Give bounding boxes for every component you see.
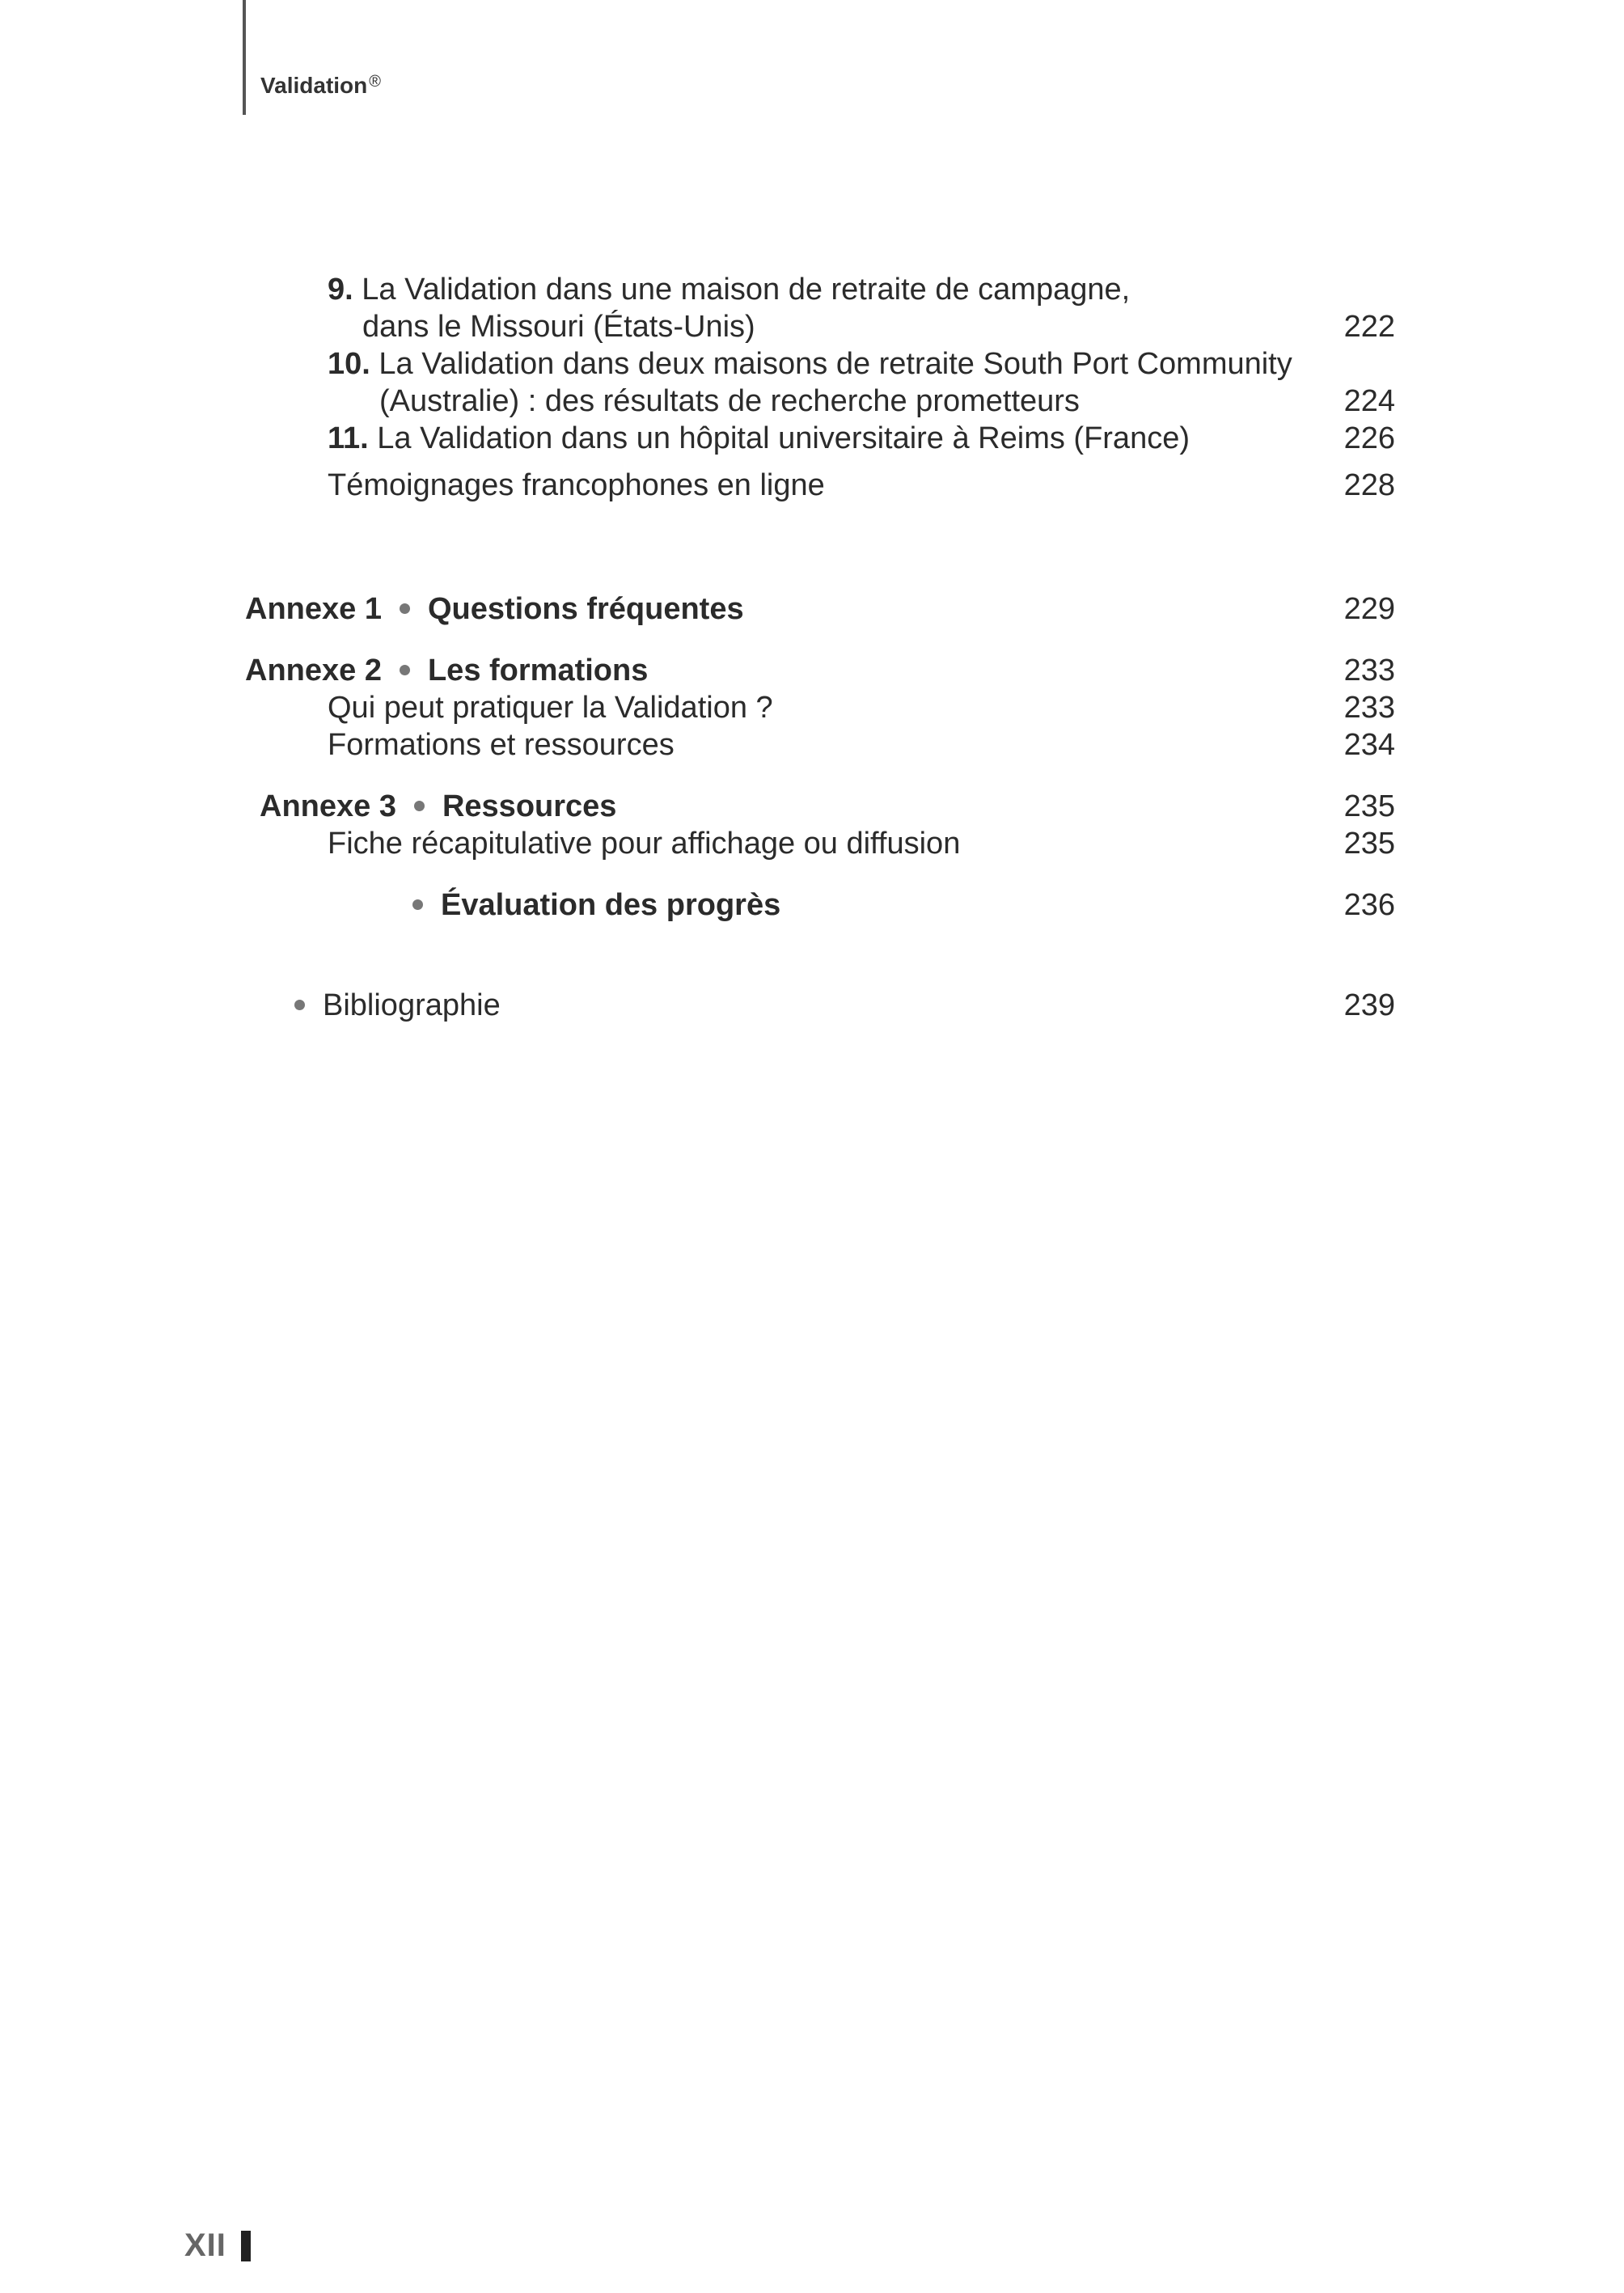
toc-sub-entry[interactable] [328,689,773,726]
annexe-label: Annexe 2 [245,654,382,687]
toc-entry-bibliographie[interactable] [294,987,501,1024]
running-header [260,73,381,99]
toc-entry-title: La Validation dans une maison de retraite de campagne, [353,273,1131,307]
toc-page-number: 235 [1343,789,1395,823]
toc-page-number: 233 [1343,691,1395,725]
toc-entry-title: La Validation dans un hôpital universitaire à Reims (France) [368,421,1190,455]
header-rule [243,0,246,115]
toc-page-number: 239 [1343,988,1395,1022]
toc-entry-title: Témoignages francophones en ligne [328,468,825,502]
annexe-title: Questions fréquentes [427,592,744,626]
registered-mark: ® [369,73,381,91]
toc-sub-entry-title: Fiche récapitulative pour affichage ou diffusion [328,827,961,861]
toc-page-number: 228 [1343,468,1395,502]
toc-entry-evaluation[interactable] [412,886,780,924]
toc-entry-9-continuation [362,308,755,345]
running-header-title: Validation [260,73,368,98]
toc-entry-title: Évaluation des progrès [441,888,781,922]
toc-page-number: 233 [1343,654,1395,687]
toc-annexe-2[interactable] [245,652,648,689]
toc-sub-entry-title: Qui peut pratiquer la Validation ? [328,691,773,725]
bullet-icon [414,801,425,811]
toc-sub-entry-title: Formations et ressources [328,728,675,762]
annexe-label: Annexe 3 [260,789,396,823]
toc-page-number: 226 [1343,421,1395,455]
toc-entry-10-continuation [379,383,1080,420]
toc-page-number: 229 [1343,592,1395,626]
toc-entry-title: La Validation dans deux maisons de retraite South Port Community [370,347,1292,381]
toc-entry-title-continued: dans le Missouri (États-Unis) [362,310,755,344]
toc-page-number: 222 [1343,310,1395,344]
toc-entry-9[interactable] [328,271,1130,308]
toc-entry-number: 11. [328,421,369,455]
toc-entry-number: 10. [328,347,370,381]
folio-bar [241,2231,251,2261]
toc-entry-10[interactable] [328,345,1292,383]
annexe-title: Ressources [442,789,617,823]
toc-entry-title: Bibliographie [323,988,501,1022]
toc-annexe-3[interactable] [260,788,616,825]
annexe-label: Annexe 1 [245,592,382,626]
toc-entry-temoignages[interactable] [328,467,825,504]
annexe-title: Les formations [427,654,649,687]
page-folio: XII [184,2227,226,2263]
toc-entry-11[interactable] [328,420,1190,457]
bullet-icon [400,665,410,675]
toc-page-number: 235 [1343,827,1395,861]
toc-entry-title-continued: (Australie) : des résultats de recherche prometteurs [379,384,1080,418]
toc-page-number: 224 [1343,384,1395,418]
bullet-icon [294,1000,305,1010]
toc-sub-entry[interactable] [328,825,960,862]
bullet-icon [400,603,410,614]
bullet-icon [412,899,423,910]
toc-page-number: 236 [1343,888,1395,922]
toc-sub-entry[interactable] [328,726,675,764]
toc-annexe-1[interactable] [245,590,744,628]
toc-entry-number: 9. [328,273,353,307]
toc-page-number: 234 [1343,728,1395,762]
